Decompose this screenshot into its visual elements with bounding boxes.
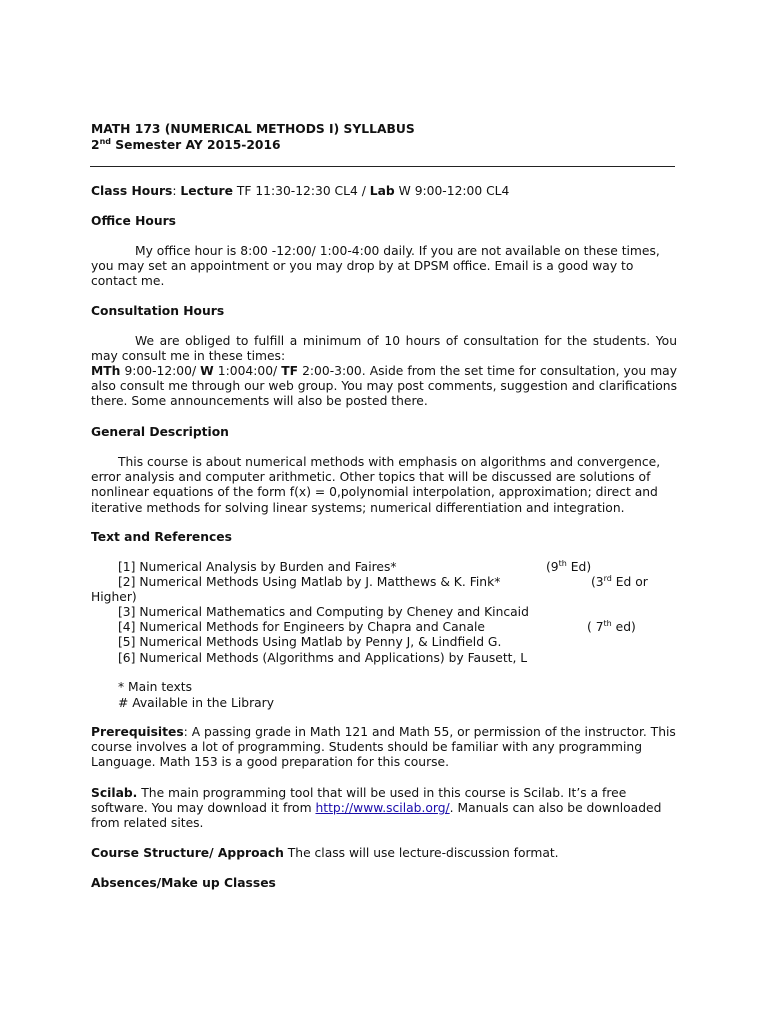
library-note: # Available in the Library bbox=[118, 696, 274, 710]
edition-number: (9 bbox=[546, 560, 559, 574]
semester-text: Semester AY 2015-2016 bbox=[110, 138, 281, 152]
absences-heading: Absences/Make up Classes bbox=[91, 876, 276, 890]
general-description-heading: General Description bbox=[91, 425, 229, 439]
lecture-schedule: TF 11:30-12:30 CL4 / bbox=[232, 184, 370, 198]
reference-item-5: [5] Numerical Methods Using Matlab by Penny J, & Lindfield G. bbox=[118, 635, 502, 649]
course-structure-text: The class will use lecture-discussion format. bbox=[283, 846, 559, 860]
reference-1-edition bbox=[546, 560, 591, 575]
w-value: 1:004:00/ bbox=[213, 364, 282, 378]
edition-text: Ed or bbox=[611, 575, 648, 589]
reference-item-6: [6] Numerical Methods (Algorithms and Applications) by Fausett, L bbox=[118, 651, 528, 665]
scilab-paragraph bbox=[91, 786, 677, 832]
scilab-link[interactable]: http://www.scilab.org/ bbox=[315, 801, 450, 816]
class-hours-colon: : bbox=[172, 184, 181, 198]
edition-number: (3 bbox=[591, 575, 604, 589]
reference-4-edition bbox=[587, 620, 636, 635]
edition-text: ed) bbox=[611, 620, 636, 634]
prerequisites-text: : A passing grade in Math 121 and Math 55, or permission of the instructor. This course involves a lot of programming. Students should be familiar with any programming Language. Math 153 is a good preparation for this course. bbox=[91, 725, 676, 770]
w-label: W bbox=[200, 364, 214, 378]
tf-value: 2:00-3:00. Aside from the set time for consultation, you may also consult me through our web group. You may post comments, suggestion and clarifications there. Some announcements will also be posted there. bbox=[91, 364, 677, 409]
edition-suffix: th bbox=[558, 558, 567, 568]
consultation-schedule bbox=[91, 364, 677, 410]
lab-label: Lab bbox=[369, 184, 395, 198]
prerequisites-paragraph bbox=[91, 725, 677, 771]
edition-suffix: rd bbox=[603, 573, 612, 583]
office-hours-text: My office hour is 8:00 -12:00/ 1:00-4:00 daily. If you are not available on these times, you may set an appointment or you may drop by at DPSM office. Email is a good way to contact me. bbox=[91, 244, 660, 289]
edition-suffix: th bbox=[603, 618, 612, 628]
semester-line bbox=[91, 138, 281, 153]
lab-schedule: W 9:00-12:00 CL4 bbox=[394, 184, 510, 198]
references-heading: Text and References bbox=[91, 530, 232, 544]
course-structure-label: Course Structure/ Approach bbox=[91, 846, 284, 860]
mth-label: MTh bbox=[91, 364, 121, 378]
reference-item-2: [2] Numerical Methods Using Matlab by J. Matthews & K. Fink* bbox=[118, 575, 501, 589]
reference-item-1: [1] Numerical Analysis by Burden and Faires* bbox=[118, 560, 397, 574]
mth-value: 9:00-12:00/ bbox=[120, 364, 201, 378]
prerequisites-label: Prerequisites bbox=[91, 725, 184, 739]
general-description-text: This course is about numerical methods with emphasis on algorithms and convergence, error analysis and computer arithmetic. Other topics that will be discussed are solutions of nonlinear equations of the form f(x) = 0,polynomial interpolation, approximation; direct and iterative methods for solving linear systems; numerical differentiation and integration. bbox=[91, 455, 661, 515]
consultation-heading: Consultation Hours bbox=[91, 304, 225, 318]
main-texts-note: * Main texts bbox=[118, 680, 192, 694]
class-hours-line bbox=[91, 184, 509, 199]
semester-suffix: nd bbox=[99, 136, 111, 146]
semester-number: 2 bbox=[91, 138, 100, 152]
lecture-label: Lecture bbox=[180, 184, 233, 198]
edition-number: ( 7 bbox=[587, 620, 604, 634]
class-hours-label: Class Hours bbox=[91, 184, 173, 198]
reference-2-edition bbox=[591, 575, 648, 590]
course-structure-line bbox=[91, 846, 559, 861]
office-hours-heading: Office Hours bbox=[91, 214, 176, 228]
tf-label: TF bbox=[281, 364, 299, 378]
scilab-text-start: The main programming tool that will be used in this course is Scilab. It’s a free software. You may download it from bbox=[91, 786, 627, 816]
reference-item-4: [4] Numerical Methods for Engineers by Chapra and Canale bbox=[118, 620, 485, 634]
reference-item-3: [3] Numerical Mathematics and Computing by Cheney and Kincaid bbox=[118, 605, 529, 619]
consultation-text: We are obliged to fulfill a minimum of 10 hours of consultation for the students. You may consult me in these times: bbox=[91, 334, 677, 364]
scilab-text-end: . Manuals can also be downloaded from related sites. bbox=[91, 801, 662, 831]
document-title: MATH 173 (NUMERICAL METHODS I) SYLLABUS bbox=[91, 122, 415, 136]
header-divider bbox=[90, 166, 675, 167]
reference-2-continuation: Higher) bbox=[91, 590, 137, 604]
scilab-label: Scilab. bbox=[91, 786, 138, 800]
edition-text: Ed) bbox=[566, 560, 592, 574]
